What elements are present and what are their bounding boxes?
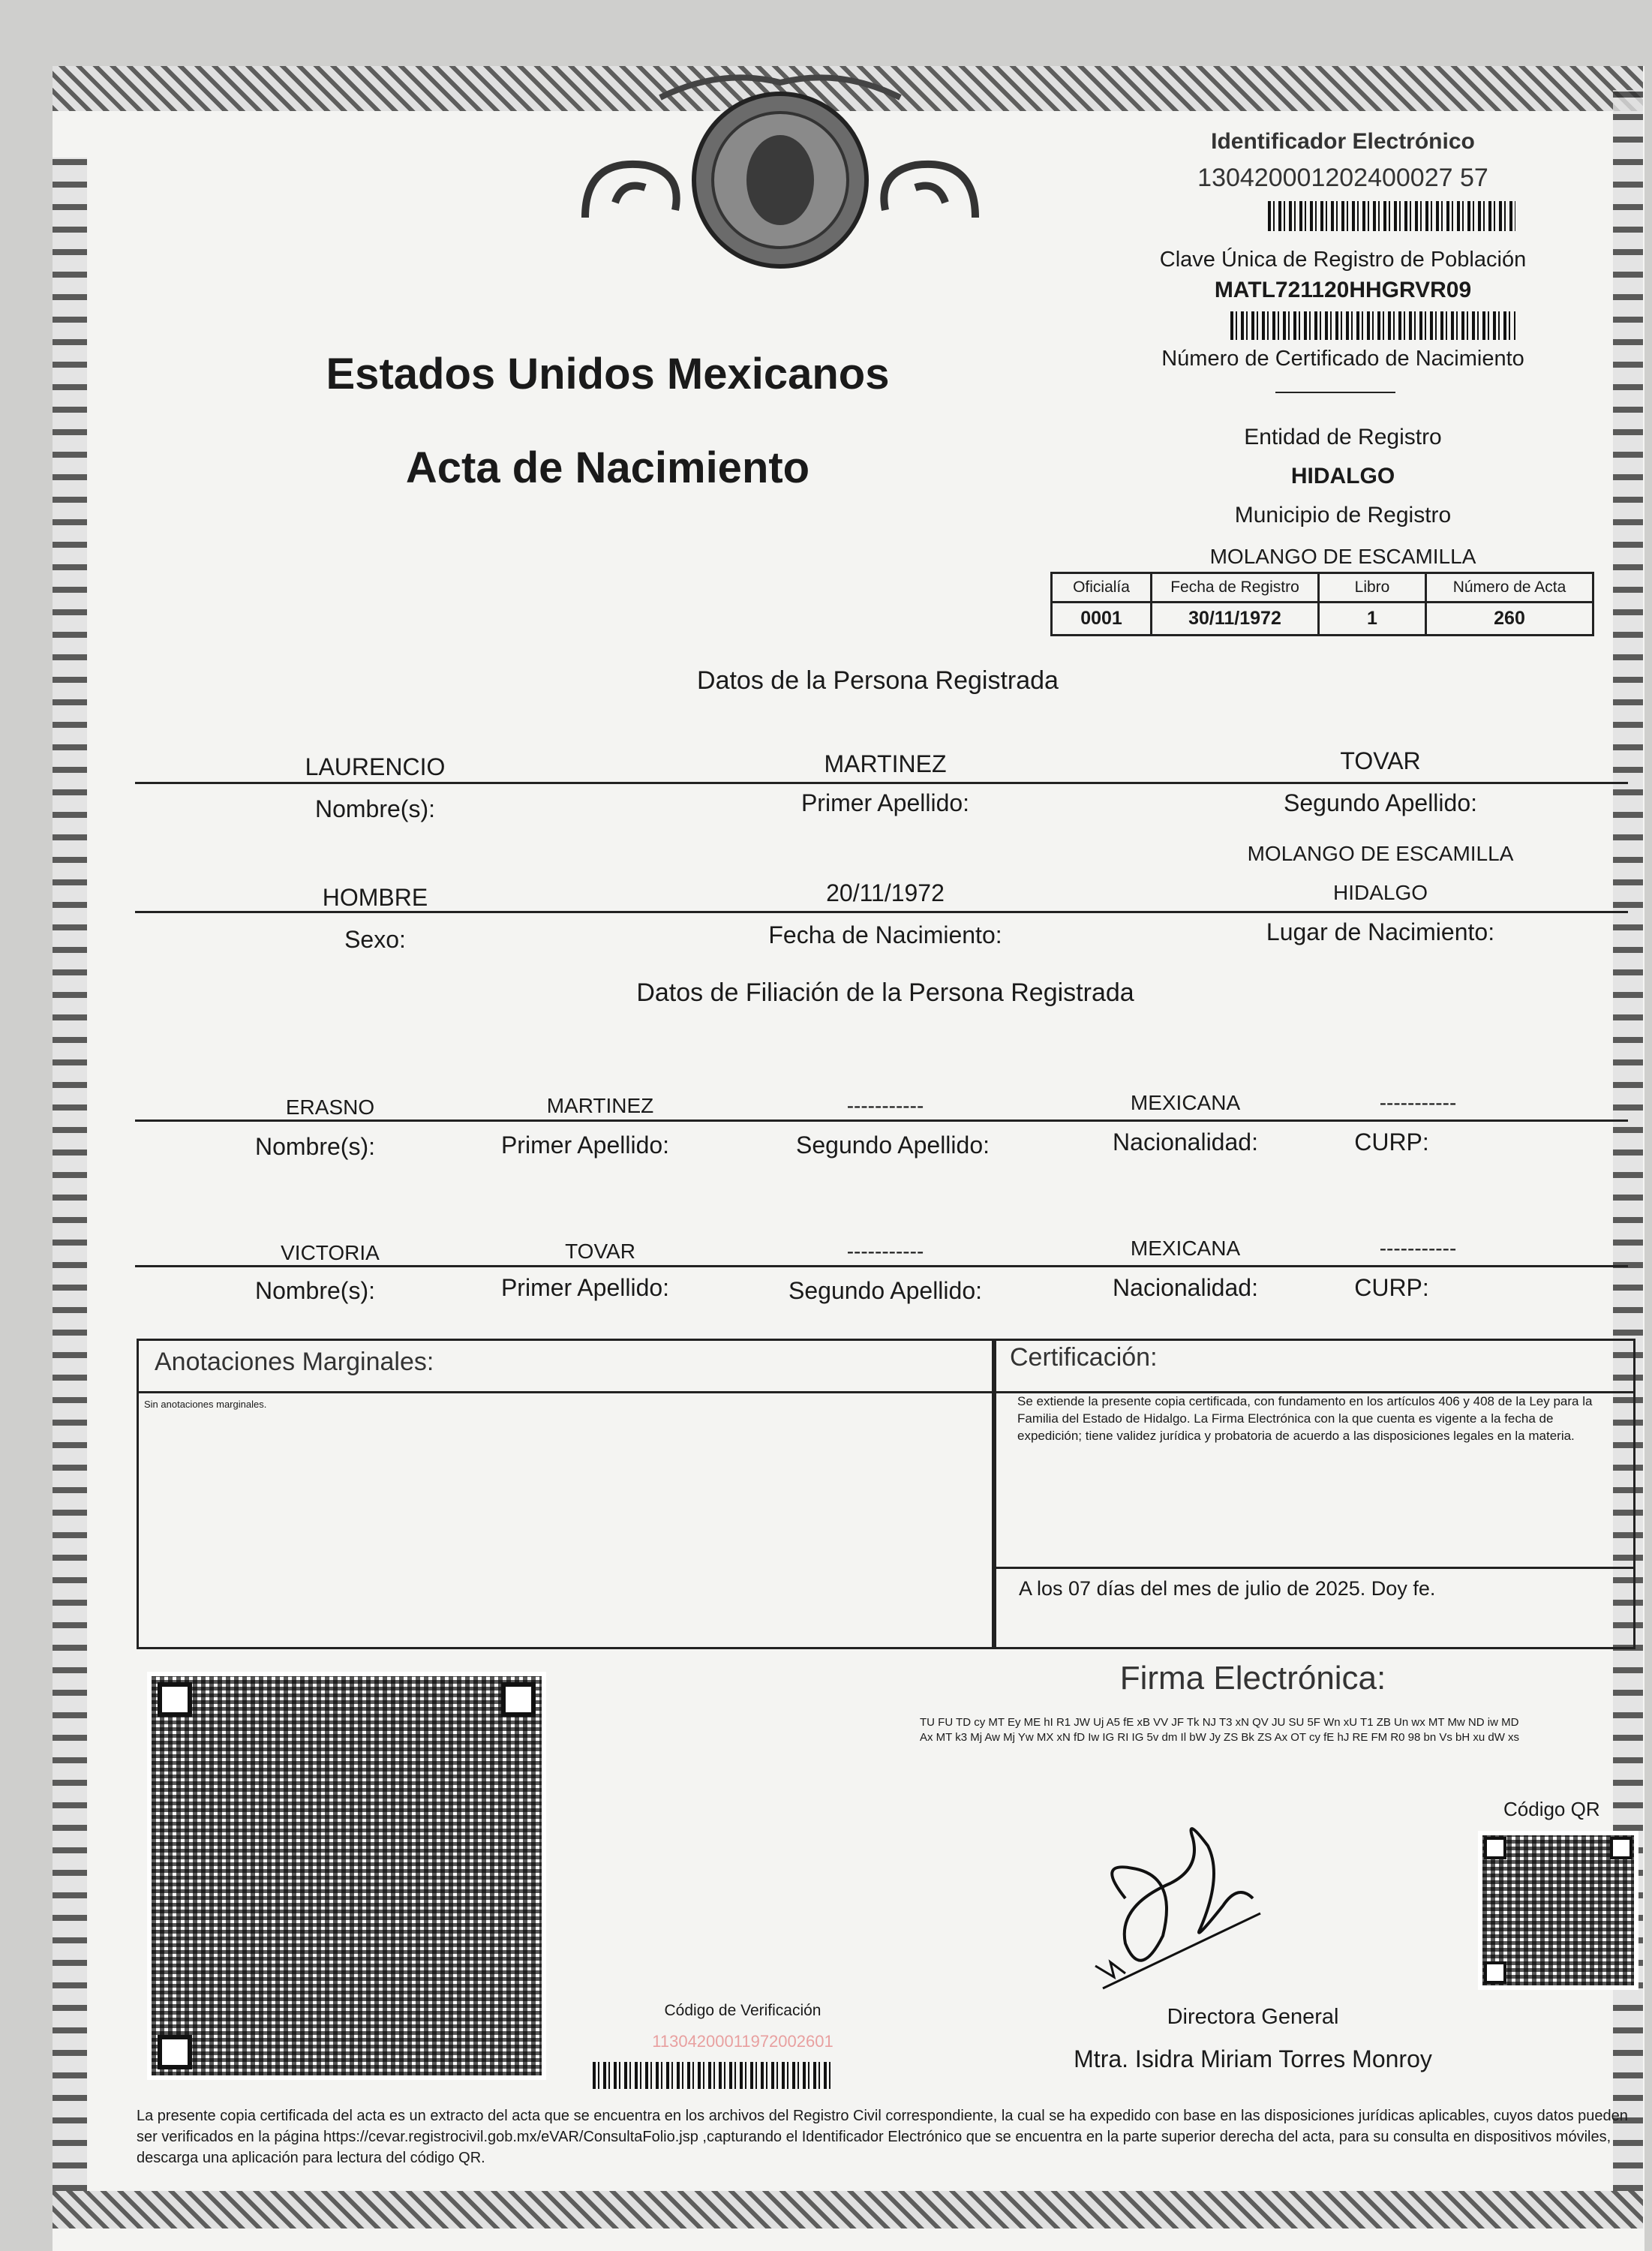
father-second-surname: ----------- (846, 1094, 924, 1117)
electronic-id-value: 130420001202400027 57 (1197, 164, 1488, 192)
small-qr-code (1478, 1831, 1638, 1990)
mother-first-surname-label: Primer Apellido: (500, 1274, 670, 1301)
registry-table (1050, 572, 1594, 636)
value-numero-acta: 260 (1426, 603, 1593, 636)
signature-title: Firma Electrónica: (1119, 1660, 1386, 1697)
certification-text: Se extiende la presente copia certificada, con fundamento en los artículos 406 y 408 de la Ley para la Familia del Estado de Hidalgo. La Firma Electrónica con la que cuenta es vigente a la fecha de expedición; tiene validez jurídica y probatoria de acuerdo a las disposiciones legales en la materia. (1017, 1394, 1593, 1443)
verification-code: 11304200011972002601 (652, 2032, 834, 2051)
qr-code-label: Código QR (1503, 1798, 1600, 1820)
verification-qr-code (147, 1672, 546, 2080)
annotations-title: Anotaciones Marginales: (155, 1348, 434, 1376)
birth-place-municipality: MOLANGO DE ESCAMILLA (1247, 842, 1514, 865)
sex-label: Sexo: (344, 926, 406, 953)
electronic-id-label: Identificador Electrónico (1211, 129, 1475, 154)
decorative-border-left (53, 158, 87, 2191)
birth-date-label: Fecha de Nacimiento: (768, 921, 1002, 948)
qr-finder-pattern (501, 1682, 536, 1717)
value-libro: 1 (1319, 603, 1426, 636)
mother-curp: ----------- (1379, 1237, 1457, 1260)
certification-title: Certificación: (1010, 1343, 1158, 1372)
filiation-section-title: Datos de Filiación de la Persona Registrada (636, 978, 1134, 1007)
mother-names: VICTORIA (281, 1241, 380, 1264)
mother-second-surname: ----------- (846, 1240, 924, 1263)
header-oficialia: Oficialía (1052, 573, 1152, 603)
mother-first-surname: TOVAR (565, 1240, 635, 1263)
footer-legal-text: La presente copia certificada del acta es un extracto del acta que se encuentra en los archivos del Registro Civil correspondiente, la cual se ha expedido con base en las disposiciones jurídicas aplicables, cuyos datos pueden ser verificados en la página https://cevar.registrocivil.gob.mx/eVAR/ConsultaFolio.jsp ,capturando el Identificador Electrónico que se encuentra en la parte superior derecha del acta, para su consulta en dispositivos móviles, descarga una aplicación para lectura del código QR. (137, 2108, 1628, 2166)
qr-finder-pattern (1610, 1837, 1632, 1859)
curp-value: MATL721120HHGRVR09 (1214, 278, 1472, 302)
curp-label: Clave Única de Registro de Población (1159, 248, 1527, 272)
value-oficialia: 0001 (1052, 603, 1152, 636)
person-first-surname: MARTINEZ (824, 750, 947, 777)
qr-finder-pattern (158, 2035, 192, 2069)
decorative-border-bottom (53, 2191, 1643, 2228)
signer-role: Directora General (1167, 2005, 1339, 2029)
father-nationality-label: Nacionalidad: (1113, 1129, 1258, 1156)
signature-hash: TU FU TD cy MT Ey ME hI R1 JW Uj A5 fE xB VV JF Tk NJ T3 xN QV JU SU 5F Wn xU T1 ZB Un wx MT Mw ND iw MD Ax MT k3 Mj Aw Mj Yw MX xN fD Iw IG RI IG 5v dm Il bW Jy ZS Bk ZS Ax OT cy fE hJ RE FM R0 98 bn Vs bH xu dW xs (920, 1716, 1520, 1744)
names-label: Nombre(s): (314, 795, 435, 822)
country-title: Estados Unidos Mexicanos (326, 350, 890, 398)
value-fecha-registro: 30/11/1972 (1152, 603, 1319, 636)
person-birth-date: 20/11/1972 (826, 879, 945, 906)
municipality-label: Municipio de Registro (1234, 503, 1452, 527)
person-second-surname: TOVAR (1340, 747, 1421, 774)
mother-nationality: MEXICANA (1130, 1237, 1241, 1260)
annotations-box (137, 1339, 996, 1649)
person-row2-line (135, 911, 1628, 913)
mother-second-surname-label: Segundo Apellido: (788, 1277, 982, 1304)
certification-box (992, 1339, 1635, 1649)
qr-finder-pattern (1484, 1837, 1506, 1859)
mother-line (135, 1265, 1628, 1267)
birth-place-state: HIDALGO (1332, 881, 1428, 904)
person-section-title: Datos de la Persona Registrada (697, 666, 1059, 695)
mother-names-label: Nombre(s): (254, 1277, 375, 1304)
first-surname-label: Primer Apellido: (800, 789, 970, 816)
qr-finder-pattern (1484, 1961, 1506, 1984)
person-names: LAURENCIO (305, 753, 446, 780)
entity-label: Entidad de Registro (1244, 425, 1442, 449)
mother-curp-label: CURP: (1354, 1274, 1429, 1301)
verification-barcode (593, 2062, 833, 2089)
father-second-surname-label: Segundo Apellido: (796, 1132, 990, 1159)
person-sex: HOMBRE (322, 884, 428, 911)
certification-date-line (992, 1567, 1635, 1569)
father-curp-label: CURP: (1354, 1129, 1429, 1156)
person-row1-line (135, 782, 1628, 784)
father-nationality: MEXICANA (1130, 1091, 1241, 1114)
annotations-header-line (137, 1391, 996, 1393)
national-seal-icon (570, 68, 990, 293)
qr-finder-pattern (158, 1682, 192, 1717)
electronic-id-barcode (1268, 201, 1515, 231)
mother-nationality-label: Nacionalidad: (1113, 1274, 1258, 1301)
entity-value: HIDALGO (1290, 464, 1395, 488)
curp-barcode (1230, 311, 1515, 340)
father-curp: ----------- (1379, 1091, 1457, 1114)
birth-cert-number-blank (1275, 392, 1395, 393)
second-surname-label: Segundo Apellido: (1284, 789, 1477, 816)
birth-cert-number-label: Número de Certificado de Nacimiento (1161, 347, 1524, 371)
father-line (135, 1119, 1628, 1122)
verification-label: Código de Verificación (664, 2002, 821, 2019)
annotations-text: Sin anotaciones marginales. (144, 1399, 267, 1410)
header-numero-acta: Número de Acta (1426, 573, 1593, 603)
handwritten-signature-icon (1080, 1816, 1275, 1996)
signer-name: Mtra. Isidra Miriam Torres Monroy (1074, 2045, 1432, 2072)
header-fecha-registro: Fecha de Registro (1152, 573, 1319, 603)
father-first-surname-label: Primer Apellido: (500, 1132, 670, 1159)
father-names-label: Nombre(s): (254, 1133, 375, 1160)
document-title: Acta de Nacimiento (405, 443, 810, 492)
father-names: ERASNO (285, 1095, 375, 1119)
municipality-value: MOLANGO DE ESCAMILLA (1209, 545, 1476, 568)
certification-date: A los 07 días del mes de julio de 2025. Doy fe. (1019, 1577, 1436, 1600)
father-first-surname: MARTINEZ (546, 1094, 654, 1117)
birth-place-label: Lugar de Nacimiento: (1266, 918, 1495, 945)
header-libro: Libro (1319, 573, 1426, 603)
